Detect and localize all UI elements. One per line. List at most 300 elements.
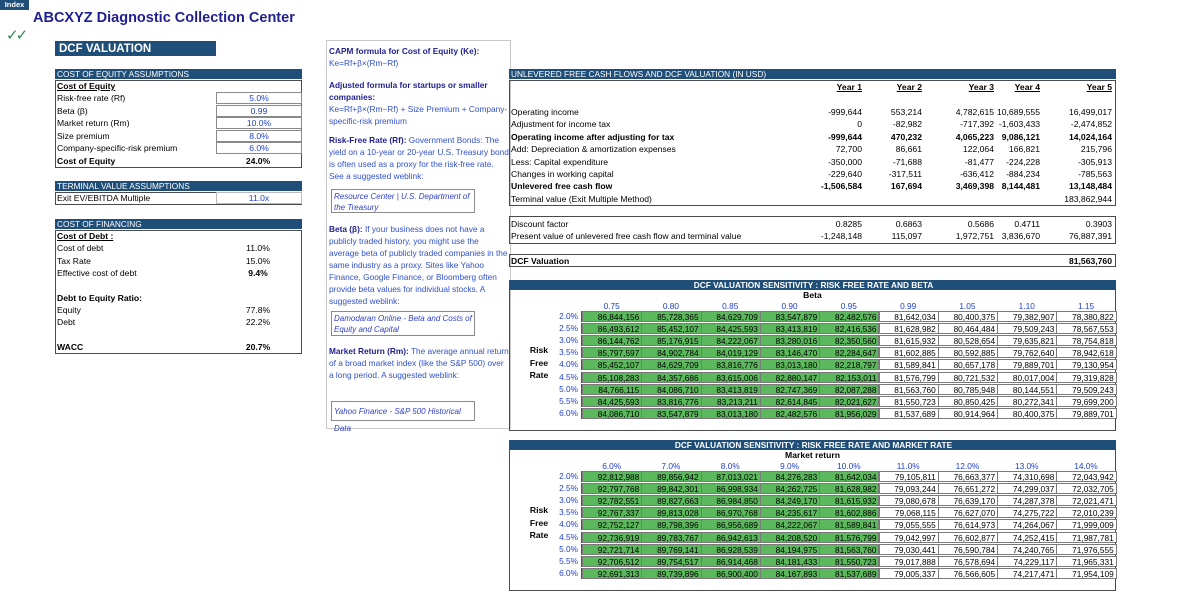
sens-cell: 82,482,576 [819, 311, 879, 322]
sens-cell: 79,093,244 [879, 483, 939, 494]
sens-cell: 79,068,115 [879, 507, 939, 518]
sens-cell: 74,217,471 [997, 568, 1057, 579]
sens-cell: 84,167,893 [760, 568, 820, 579]
sens-cell: 74,240,765 [997, 544, 1057, 555]
sens-cell: 74,264,067 [997, 519, 1057, 530]
sens-cell: 81,563,760 [879, 384, 939, 395]
coe-row-label: Size premium [57, 130, 110, 141]
sens-cell: 81,956,029 [819, 408, 879, 419]
sens-rate: 4.0% [549, 519, 582, 530]
ufcf-value: 553,214 [890, 107, 922, 117]
sens-col-title: Market return [785, 450, 840, 460]
sens-cell: 71,954,109 [1056, 568, 1116, 579]
sens-cell: 79,635,821 [997, 335, 1057, 346]
sens-cell: 84,276,283 [760, 471, 820, 482]
ufcf-row-label: Less: Capital expenditure [511, 156, 608, 167]
sens-cell: 86,942,613 [701, 532, 761, 543]
debt-value: 22.2% [245, 317, 271, 327]
sens-cell: 86,984,850 [701, 495, 761, 506]
tv-label: Exit EV/EBITDA Multiple [57, 193, 151, 203]
sens-cell: 83,213,211 [701, 396, 761, 407]
sens-cell: 84,208,520 [760, 532, 820, 543]
cod-value[interactable]: 11.0% [246, 243, 270, 253]
sens-cell: 89,798,396 [641, 519, 701, 530]
sens-cell: 85,108,283 [582, 372, 642, 383]
sens-rate: 5.0% [549, 384, 582, 395]
sens-cell: 78,942,618 [1056, 347, 1116, 358]
eff-label: Effective cost of debt [57, 268, 137, 278]
sens-cell: 84,222,067 [701, 335, 761, 346]
sens-col-header: 1.15 [1077, 301, 1095, 311]
sens-cell: 85,452,107 [641, 323, 701, 334]
ufcf-row-label: Changes in working capital [511, 169, 614, 179]
sens-rate: 3.0% [549, 335, 582, 346]
sens-cell: 84,766,115 [582, 384, 642, 395]
sens-cell: 84,425,593 [582, 396, 642, 407]
sens-cell: 71,965,331 [1056, 556, 1116, 567]
sens-cell: 92,736,919 [582, 532, 642, 543]
ufcf-row-label: Terminal value (Exit Multiple Method) [511, 193, 652, 204]
sens-cell: 89,739,896 [641, 568, 701, 579]
pv-value: -1,248,148 [820, 231, 862, 242]
capm-formula: Ke=Rf+β×(Rm−Rf) [329, 58, 399, 68]
pv-value: 115,097 [891, 231, 922, 242]
sens-cell: 79,762,640 [997, 347, 1057, 358]
sens-row-title: Rate [529, 370, 549, 380]
sens-cell: 82,614,845 [760, 396, 820, 407]
sens-cell: 80,272,341 [997, 396, 1057, 407]
ufcf-value: 183,862,944 [1064, 193, 1112, 204]
pv-row-label: Present value of unlevered free cash flow and terminal value [511, 231, 742, 242]
sens-cell: 80,464,484 [938, 323, 998, 334]
sens-col-header: 7.0% [661, 461, 681, 471]
sens-cell: 79,055,555 [879, 519, 939, 530]
coe-row-label: Risk-free rate (Rf) [57, 93, 126, 103]
sens-cell: 79,889,701 [1056, 408, 1116, 419]
sens-rate: 2.0% [549, 471, 582, 482]
sens-col-header: 0.80 [662, 301, 680, 311]
ufcf-row-label: Unlevered free cash flow [511, 181, 613, 192]
sens-cell: 82,153,011 [819, 372, 879, 383]
coe-total-label: Cost of Equity [57, 156, 116, 166]
sens-cell: 83,413,819 [701, 384, 761, 395]
sens-cell: 83,413,819 [760, 323, 820, 334]
coe-row-value[interactable]: 10.0% [216, 117, 302, 129]
sens-cell: 81,615,932 [819, 495, 879, 506]
pv-value: 0.4711 [1014, 219, 1040, 229]
ufcf-value: 13,148,484 [1068, 181, 1112, 192]
sens-cell: 85,176,915 [641, 335, 701, 346]
beta-text: If your business does not have a publicly traded history, you might use the average beta of publicly traded companies in the same industry as a proxy. Sites like Yahoo Finance, Google Finance, or Bloomberg often provide beta values for individual stocks. A suggested weblink: [329, 224, 508, 306]
ufcf-value [842, 193, 922, 205]
sens-rate: 3.5% [549, 507, 582, 518]
ufcf-value: -1,506,584 [820, 181, 862, 192]
coe-row-value[interactable]: 8.0% [216, 130, 302, 142]
sens-cell: 80,400,375 [938, 311, 998, 322]
ufcf-value: 9,086,121 [1001, 131, 1040, 142]
sens-cell: 81,550,723 [819, 556, 879, 567]
sens-row-title: Risk [529, 505, 549, 515]
pv-value: 3,836,670 [1001, 231, 1040, 242]
sens-cell: 81,589,841 [879, 359, 939, 370]
sens-cell: 82,218,797 [819, 359, 879, 370]
sens-cell: 76,627,070 [938, 507, 998, 518]
sens-cell: 81,602,886 [819, 507, 879, 518]
dcf-value: 81,563,760 [1068, 256, 1112, 266]
sens-cell: 79,005,337 [879, 568, 939, 579]
sens-cell: 86,956,689 [701, 519, 761, 530]
sens-col-header: 6.0% [602, 461, 622, 471]
sens-cell: 74,310,698 [997, 471, 1057, 482]
wacc-label: WACC [57, 342, 84, 352]
sens-cell: 80,785,948 [938, 384, 998, 395]
sens-cell: 89,783,767 [641, 532, 701, 543]
sens-cell: 76,639,170 [938, 495, 998, 506]
ufcf-header: UNLEVERED FREE CASH FLOWS AND DCF VALUATION (IN USD) [509, 69, 1116, 79]
sens-cell: 74,275,722 [997, 507, 1057, 518]
sens-cell: 80,528,654 [938, 335, 998, 346]
sens-title: DCF VALUATION SENSITIVITY : RISK FREE RATE AND MARKET RATE [509, 440, 1116, 450]
sens-title: DCF VALUATION SENSITIVITY : RISK FREE RATE AND BETA [509, 280, 1116, 290]
sens-cell: 81,602,885 [879, 347, 939, 358]
sens-cell: 76,651,272 [938, 483, 998, 494]
sens-cell: 89,754,517 [641, 556, 701, 567]
capm-heading: CAPM formula for Cost of Equity (Ke): [329, 46, 480, 56]
sens-rate: 3.0% [549, 495, 582, 506]
sens-cell: 82,482,576 [760, 408, 820, 419]
ufcf-value: 470,232 [890, 131, 922, 142]
sens-cell: 89,769,141 [641, 544, 701, 555]
ufcf-row-label: Adjustment for income tax [511, 119, 611, 130]
sens-rate: 4.0% [549, 359, 582, 370]
cof-sub: Cost of Debt : [57, 231, 114, 241]
sens-cell: 89,842,301 [641, 483, 701, 494]
sens-cell: 84,425,593 [701, 323, 761, 334]
ufcf-value: -717,392 [960, 119, 994, 130]
sens-cell: 82,416,536 [819, 323, 879, 334]
ufcf-value: 14,024,164 [1068, 131, 1112, 142]
yahoo-link[interactable]: Yahoo Finance - S&P 500 Historical Data [331, 401, 475, 421]
sens-cell: 86,900,400 [701, 568, 761, 579]
sens-cell: 85,728,365 [641, 311, 701, 322]
sens-col-header: 9.0% [780, 461, 799, 471]
sens-col-header: 14.0% [1074, 461, 1098, 471]
ufcf-value [960, 193, 1040, 205]
sens-cell: 89,827,663 [641, 495, 701, 506]
sens-cell: 81,589,841 [819, 519, 879, 530]
pv-value: 0.3903 [1085, 219, 1112, 229]
ufcf-value: -317,511 [888, 169, 922, 179]
ufcf-value: 215,796 [1080, 144, 1112, 155]
year-header: Year 2 [896, 82, 922, 92]
sens-row-title: Free [529, 517, 549, 528]
sens-rate: 6.0% [549, 408, 582, 419]
sens-cell: 85,797,597 [582, 347, 642, 358]
sens-cell: 86,493,612 [582, 323, 642, 334]
sens-cell: 82,350,560 [819, 335, 879, 346]
sens-cell: 92,706,512 [582, 556, 642, 567]
sens-cell: 71,976,555 [1056, 544, 1116, 555]
ufcf-value: -81,477 [964, 156, 994, 167]
debt-label: Debt [57, 317, 76, 327]
sens-rate: 6.0% [549, 568, 582, 579]
tax-label: Tax Rate [57, 256, 91, 266]
sens-cell: 81,642,034 [879, 311, 939, 322]
sens-cell: 74,299,037 [997, 483, 1057, 494]
adj-heading: Adjusted formula for startups or smaller companies: [329, 80, 488, 102]
sens-cell: 80,657,178 [938, 359, 998, 370]
sens-cell: 72,043,942 [1056, 471, 1116, 482]
ufcf-value: -636,412 [960, 169, 994, 179]
sens-cell: 92,767,337 [582, 507, 642, 518]
sens-cell: 92,691,313 [582, 568, 642, 579]
sens-col-header: 12.0% [955, 461, 980, 471]
sens-rate: 5.5% [549, 556, 582, 567]
sens-cell: 80,400,375 [997, 408, 1057, 419]
sens-cell: 84,194,975 [760, 544, 820, 555]
sens-row-title: Risk [529, 345, 549, 355]
coe-total-value: 24.0% [245, 156, 271, 166]
tax-value[interactable]: 15.0% [245, 256, 271, 266]
sens-cell: 86,914,468 [701, 556, 761, 567]
sens-cell: 81,642,034 [819, 471, 879, 482]
sens-cell: 79,030,441 [879, 544, 939, 555]
sens-rate: 2.0% [549, 311, 582, 322]
sens-cell: 79,042,997 [879, 532, 939, 543]
sens-cell: 72,032,705 [1056, 483, 1116, 494]
coe-row-value[interactable]: 5.0% [216, 92, 302, 104]
sens-cell: 76,566,605 [938, 568, 998, 579]
pv-value: 1,972,751 [955, 231, 994, 242]
year-header: Year 4 [1014, 82, 1040, 92]
sens-cell: 89,856,942 [641, 471, 701, 482]
coe-row-label: Market return (Rm) [57, 118, 130, 129]
sens-cell: 78,754,818 [1056, 335, 1116, 346]
ufcf-value: -305,913 [1078, 156, 1112, 167]
sens-cell: 82,284,647 [819, 347, 879, 358]
sens-col-header: 0.85 [722, 301, 739, 311]
sens-cell: 83,280,016 [760, 335, 820, 346]
tv-value-input[interactable]: 11.0x [216, 192, 302, 204]
year-header: Year 3 [968, 82, 994, 92]
sens-cell: 81,550,723 [879, 396, 939, 407]
coe-header: COST OF EQUITY ASSUMPTIONS [55, 69, 302, 79]
sens-cell: 86,970,768 [701, 507, 761, 518]
sens-cell: 76,578,694 [938, 556, 998, 567]
cod-label: Cost of debt [57, 243, 104, 253]
ufcf-value: 0 [857, 119, 862, 130]
wacc-value: 20.7% [245, 342, 271, 352]
sens-cell: 85,452,107 [582, 359, 642, 370]
sens-cell: 80,721,532 [938, 372, 998, 383]
ufcf-value: -71,688 [892, 156, 922, 167]
eff-value: 9.4% [248, 268, 268, 278]
sens-cell: 84,629,709 [641, 359, 701, 370]
sens-cell: 81,576,799 [819, 532, 879, 543]
sens-cell: 79,889,701 [997, 359, 1057, 370]
ufcf-row-label: Operating income [511, 107, 579, 117]
ufcf-value: -350,000 [828, 156, 862, 167]
sens-cell: 87,013,021 [701, 471, 761, 482]
sens-cell: 81,628,982 [879, 323, 939, 334]
dte-label: Debt to Equity Ratio: [57, 293, 142, 303]
sens-cell: 84,262,725 [760, 483, 820, 494]
sens-cell: 83,615,006 [701, 372, 761, 383]
equity-label: Equity [57, 305, 81, 315]
coe-row-label: Beta (β) [57, 105, 88, 116]
ufcf-value: 167,694 [890, 181, 922, 192]
sens-cell: 81,563,760 [819, 544, 879, 555]
adj-formula: Ke=Rf+β×(Rm−Rf) + Size Premium + Company-specific-risk premium [329, 104, 508, 126]
sens-cell: 84,235,617 [760, 507, 820, 518]
sens-col-header: 8.0% [720, 461, 740, 471]
sens-cell: 79,382,907 [997, 311, 1057, 322]
coe-row-value[interactable]: 6.0% [216, 142, 302, 154]
ufcf-value: 86,661 [895, 144, 922, 155]
sens-cell: 72,021,471 [1056, 495, 1116, 506]
cof-header: COST OF FINANCING [55, 219, 302, 229]
sens-cell: 86,844,156 [582, 311, 642, 322]
coe-row-value[interactable]: 0.99 [216, 105, 302, 117]
coe-sub: Cost of Equity [57, 81, 116, 91]
sens-cell: 86,144,762 [582, 335, 642, 346]
ufcf-value: 122,064 [962, 144, 994, 155]
ufcf-value: 8,144,481 [1001, 181, 1040, 192]
sens-cell: 84,019,129 [701, 347, 761, 358]
tv-header: TERMINAL VALUE ASSUMPTIONS [55, 181, 302, 191]
sens-cell: 84,902,784 [641, 347, 701, 358]
sens-cell: 81,576,799 [879, 372, 939, 383]
sens-cell: 76,590,784 [938, 544, 998, 555]
year-header: Year 1 [836, 82, 862, 92]
ufcf-value: -82,982 [892, 119, 922, 130]
sens-cell: 82,747,369 [760, 384, 820, 395]
sens-cell: 76,614,973 [938, 519, 998, 530]
sens-cell: 79,319,828 [1056, 372, 1116, 383]
sens-row-title: Free [529, 357, 549, 368]
sens-rate: 2.5% [549, 483, 582, 494]
ufcf-value: -999,644 [828, 131, 862, 142]
sens-row-title: Rate [529, 530, 549, 540]
sens-cell: 74,287,378 [997, 495, 1057, 506]
ufcf-row-label: Operating income after adjusting for tax [511, 131, 675, 142]
ufcf-row-label: Add: Depreciation & amortization expenses [511, 144, 676, 155]
sens-col-header: 1.10 [1018, 301, 1035, 311]
ufcf-value: -999,644 [828, 107, 862, 117]
ufcf-value: 16,499,017 [1068, 107, 1112, 117]
sens-cell: 76,663,377 [938, 471, 998, 482]
sens-cell: 80,914,964 [938, 408, 998, 419]
ufcf-value: 166,821 [1008, 144, 1040, 155]
sens-cell: 74,229,117 [997, 556, 1057, 567]
rf-text: Government Bonds: The yield on a 10-year or 20-year U.S. Treasury bond is often used as a proxy for the risk-free rate. See a suggested weblink: [329, 135, 509, 181]
dcf-label: DCF Valuation [511, 256, 570, 266]
equity-value: 77.8% [245, 305, 271, 315]
rm-heading: Market Return (Rm): [329, 346, 409, 356]
beta-heading: Beta (β): [329, 224, 363, 234]
ufcf-value: -224,228 [1006, 156, 1040, 167]
sens-cell: 80,017,004 [997, 372, 1057, 383]
sens-cell: 83,146,470 [760, 347, 820, 358]
sens-cell: 83,013,180 [760, 359, 820, 370]
ufcf-value: 3,469,398 [955, 181, 994, 192]
sens-cell: 82,021,627 [819, 396, 879, 407]
sens-cell: 79,017,888 [879, 556, 939, 567]
sens-rate: 3.5% [549, 347, 582, 358]
sens-cell: 83,816,776 [701, 359, 761, 370]
sens-cell: 74,252,415 [997, 532, 1057, 543]
sens-cell: 86,928,539 [701, 544, 761, 555]
page-title: ABCXYZ Diagnostic Collection Center [33, 10, 295, 26]
sens-cell: 84,086,710 [641, 384, 701, 395]
sens-cell: 79,080,678 [879, 495, 939, 506]
ufcf-value: -1,603,433 [998, 119, 1040, 130]
treasury-link[interactable]: Resource Center | U.S. Department of the Treasury [331, 189, 475, 213]
sens-cell: 82,880,147 [760, 372, 820, 383]
sens-cell: 83,816,776 [641, 396, 701, 407]
sens-cell: 71,999,009 [1056, 519, 1116, 530]
rf-heading: Risk-Free Rate (Rf): [329, 135, 407, 145]
sens-col-header: 1.05 [959, 301, 976, 311]
sens-rate: 4.5% [549, 372, 582, 383]
sens-cell: 92,797,768 [582, 483, 642, 494]
sens-cell: 83,547,879 [760, 311, 820, 322]
sens-col-header: 10.0% [837, 461, 861, 471]
sens-cell: 81,537,689 [819, 568, 879, 579]
sens-col-header: 0.90 [781, 301, 798, 311]
pv-row-label: Discount factor [511, 219, 569, 229]
sens-cell: 89,813,028 [641, 507, 701, 518]
sens-cell: 82,087,288 [819, 384, 879, 395]
sens-cell: 79,509,243 [997, 323, 1057, 334]
sens-cell: 78,567,553 [1056, 323, 1116, 334]
damodaran-link[interactable]: Damodaran Online - Beta and Costs of Equity and Capital [331, 311, 475, 336]
sens-col-title: Beta [803, 290, 822, 300]
ufcf-value: 10,689,555 [996, 107, 1040, 117]
sens-cell: 80,592,885 [938, 347, 998, 358]
sens-rate: 2.5% [549, 323, 582, 334]
sens-cell: 81,628,982 [819, 483, 879, 494]
sens-cell: 86,998,934 [701, 483, 761, 494]
ufcf-value: -884,234 [1006, 169, 1040, 179]
sens-col-header: 0.95 [840, 301, 857, 311]
sens-cell: 78,380,822 [1056, 311, 1116, 322]
sens-col-header: 0.75 [603, 301, 620, 311]
sens-cell: 80,850,425 [938, 396, 998, 407]
ufcf-value: -2,474,852 [1070, 119, 1112, 130]
sens-col-header: 13.0% [1014, 461, 1039, 471]
sens-col-header: 0.99 [900, 301, 917, 311]
index-tab[interactable]: Index [0, 0, 29, 10]
pv-value: 0.8285 [835, 219, 862, 229]
sens-cell: 79,130,954 [1056, 359, 1116, 370]
ufcf-value: 4,065,223 [955, 131, 994, 142]
rm-text: The average annual return of a broad market index (like the S&P 500) over a long period. A suggested weblink: [329, 346, 509, 380]
sens-rate: 5.5% [549, 396, 582, 407]
ufcf-value: -785,563 [1078, 169, 1112, 179]
sens-cell: 81,615,932 [879, 335, 939, 346]
ufcf-value: -229,640 [828, 169, 862, 179]
year-header: Year 5 [1086, 82, 1112, 92]
ufcf-value: 4,782,615 [955, 107, 994, 117]
sens-cell: 72,010,239 [1056, 507, 1116, 518]
sens-cell: 84,629,709 [701, 311, 761, 322]
sens-cell: 81,537,689 [879, 408, 939, 419]
sens-cell: 71,987,781 [1056, 532, 1116, 543]
sens-cell: 83,547,879 [641, 408, 701, 419]
sens-cell: 84,086,710 [582, 408, 642, 419]
sens-cell: 83,013,180 [701, 408, 761, 419]
